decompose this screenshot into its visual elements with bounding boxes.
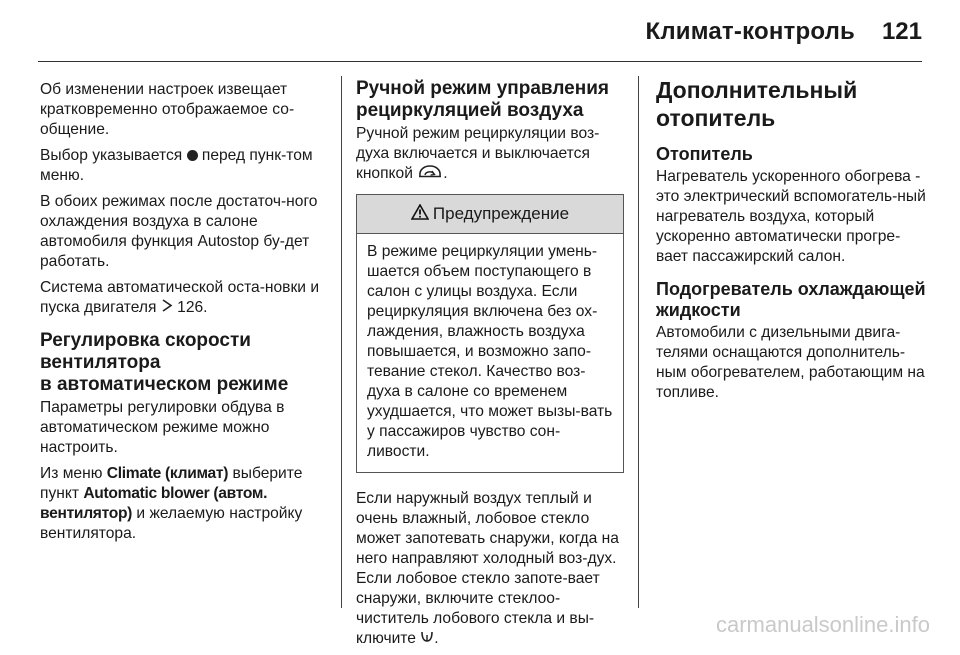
paragraph-selection: [40, 146, 332, 186]
column-left: [40, 80, 332, 550]
column-right: [656, 77, 932, 409]
warning-title: Предупреждение: [432, 204, 570, 224]
menu-item-climate: Climate (климат): [106, 465, 229, 483]
column-divider-right: [638, 76, 639, 608]
menu-item-automatic-blower: Automatic blower (автом. вентилятор): [40, 485, 268, 523]
paragraph-fogging: Если наружный воздух теплый и очень влажный, лобовое стекло может запотевать снаружи, когда на него направляют холодный воз-дух. Если лобовое стекло запоте-вает снаружи, включите стеклоо-чиститель лобового стекла и вы-ключите .: [356, 490, 619, 648]
section-heading-recirculation: Ручной режим управления рециркуляцией воздуха: [356, 78, 609, 121]
header-title: Климат-контроль: [645, 18, 855, 45]
heading-line-2: вентилятора: [40, 352, 161, 374]
watermark: carmanualsonline.info: [715, 612, 930, 637]
warning-text: В режиме рециркуляции умень-шается объем поступающего в салон с улицы воздуха. Если рециркуляция включена без ох-лаждения, влажность воздуха повышается, и возможно запо-тевание стекол. Качество воз-духа в салоне со временем ухудшается, что может вызы-вать у пассажиров чувство сон-ливости.: [367, 243, 613, 461]
section-heading-fan-speed: [40, 330, 332, 396]
paragraph-selection-text-a: Выбор указывается: [40, 147, 183, 164]
paragraph-heater: Нагреватель ускоренного обогрева - это электрический вспомогатель-ный нагреватель воздуха, который ускоренно автоматически прогре-вает пассажирский салон.: [656, 168, 926, 265]
menu-text-c: и желаемую настройку вентилятора.: [40, 505, 303, 543]
recirculation-text: Ручной режим рециркуляции воз-духа включается и выключается кнопкой: [356, 125, 600, 183]
header-divider: [38, 61, 922, 62]
paragraph-stop-start: [40, 278, 332, 318]
subheading-heater: Отопитель: [656, 144, 753, 164]
warning-header: [357, 195, 623, 234]
paragraph-stop-start-text: Система автоматической оста-новки и пуска двигателя: [40, 279, 320, 317]
page-reference[interactable]: 126.: [177, 299, 208, 317]
recirculation-button-icon: [417, 164, 443, 184]
paragraph-fan-params: Параметры регулировки обдува в автоматическом режиме можно настроить.: [40, 399, 285, 457]
menu-text-b: выберите пункт: [40, 465, 303, 503]
column-middle: [356, 80, 626, 655]
menu-text-a: Из меню: [40, 465, 103, 483]
paragraph-selection-text-b: перед пунк-том меню.: [40, 147, 313, 184]
paragraph-menu-instructions: [40, 464, 332, 544]
page-number: 121: [881, 18, 922, 45]
warning-box: [356, 194, 624, 473]
wiper-icon: [420, 629, 434, 649]
page-header: [0, 0, 960, 62]
fogging-text: Если наружный воздух теплый и очень влажный, лобовое стекло может запотевать снаружи, когда на него направляют холодный воз-дух. Если лобовое стекло запоте-вает снаружи, включите стеклоо-чиститель лобового стекла и вы-ключите: [356, 490, 619, 648]
paragraph-recirculation: Ручной режим рециркуляции воз-духа включается и выключается кнопкой .: [356, 125, 600, 183]
paragraph-autostop: В обоих режимах после достаточ-ного охлаждения воздуха в салоне автомобиля функция Autostop бу-дет работать.: [40, 193, 318, 270]
paragraph-coolant-heater: Автомобили с дизельными двига-телями оснащаются дополнитель-ным обогревателем, работающим на топливе.: [656, 324, 925, 401]
paragraph-settings-notice: Об изменении настроек извещает кратковременно отображаемое со-общение.: [40, 81, 295, 138]
page-ref-arrow-icon: [161, 298, 173, 318]
heading-line-1: Регулировка скорости: [40, 330, 251, 352]
section-heading-auxiliary-heater: Дополнительный отопитель: [656, 77, 858, 131]
heading-line-3: в автоматическом режиме: [40, 374, 289, 396]
selection-dot-icon: [187, 150, 198, 161]
subheading-coolant-heater: Подогреватель охлаждающей жидкости: [656, 279, 926, 320]
warning-triangle-icon: [411, 204, 429, 225]
column-divider-left: [341, 76, 342, 608]
